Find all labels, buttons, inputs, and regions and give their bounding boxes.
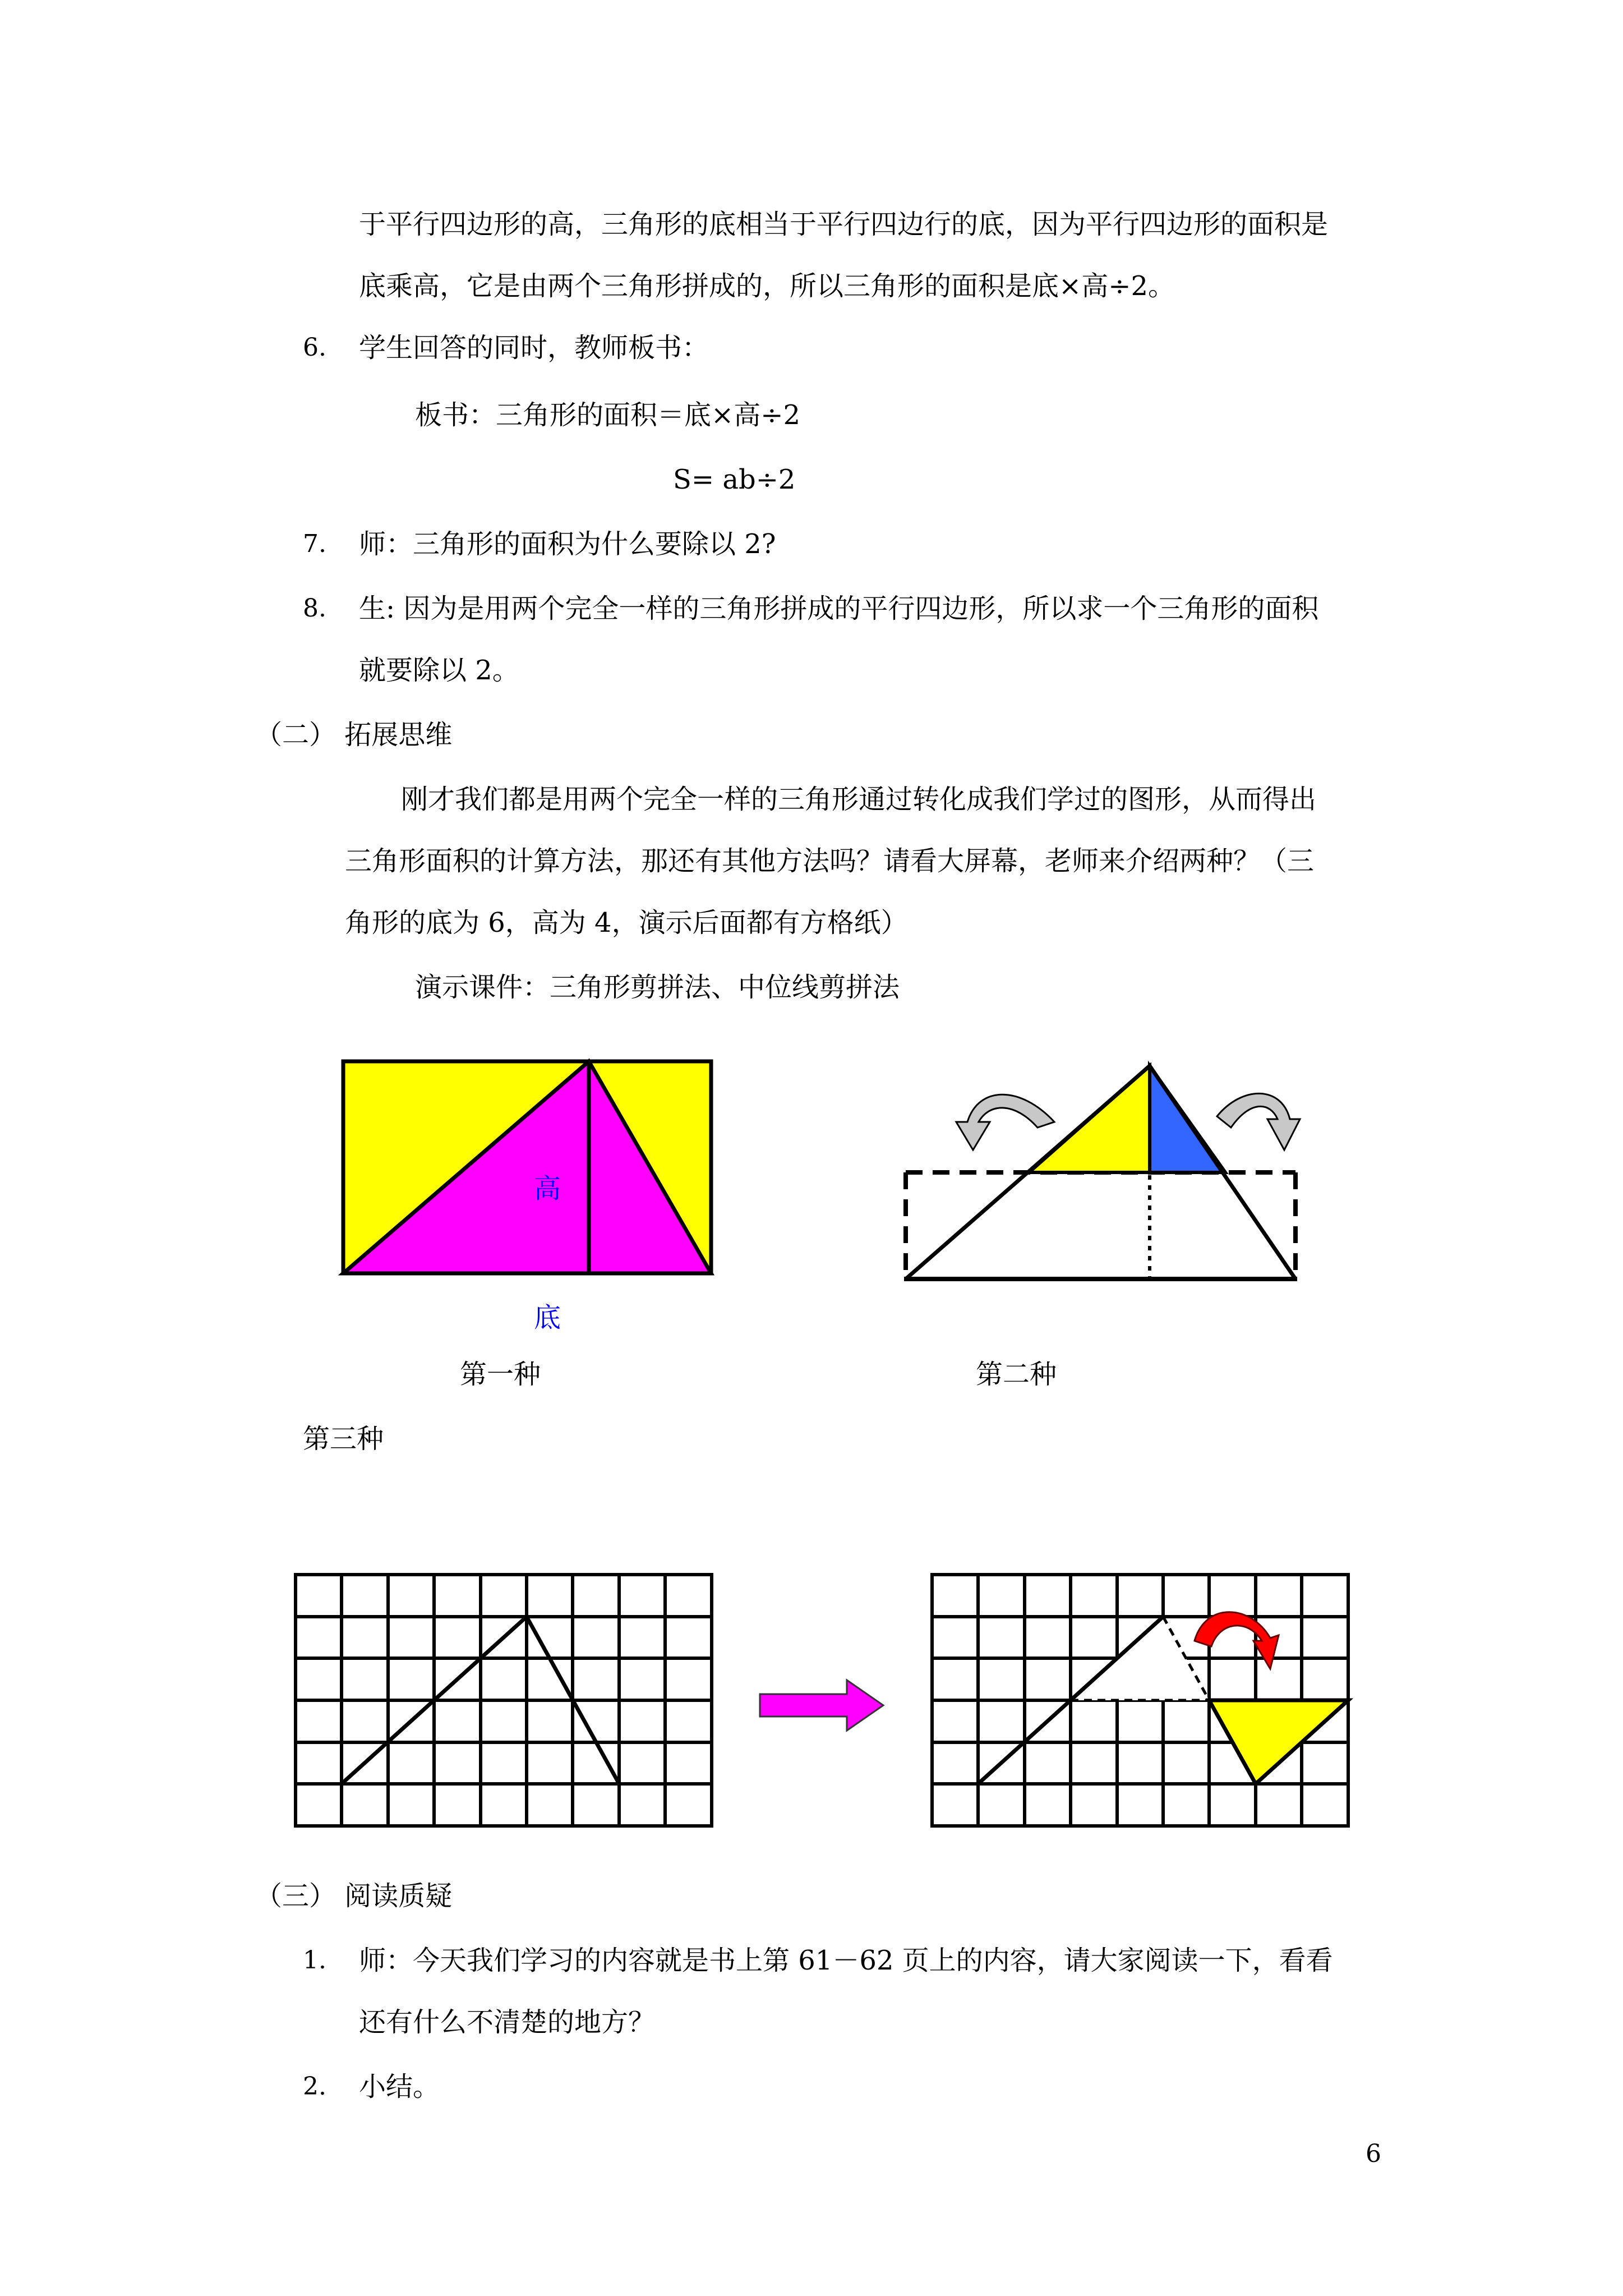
figure-3-left-grid <box>292 1571 718 1834</box>
list-number: 7. <box>303 530 326 558</box>
list-number: 1. <box>303 1946 326 1975</box>
caption-2: 第二种 <box>976 1359 1057 1390</box>
text-line: 于平行四边形的高，三角形的底相当于平行四边行的底，因为平行四边形的面积是 <box>359 209 1329 240</box>
magenta-arrow-icon <box>754 1674 889 1736</box>
left-curved-arrow <box>956 1094 1054 1150</box>
text-line: 学生回答的同时，教师板书： <box>359 332 709 364</box>
list-number: 6. <box>303 333 326 362</box>
height-label: 高 <box>534 1173 561 1204</box>
figure-3-right-grid <box>928 1571 1354 1834</box>
text-line: 刚才我们都是用两个完全一样的三角形通过转化成我们学过的图形，从而得出 <box>401 784 1317 815</box>
figure-1-rectangle-triangle <box>336 1055 718 1290</box>
grid-lines <box>296 1575 712 1826</box>
caption-3: 第三种 <box>303 1423 384 1455</box>
text-line: 师：三角形的面积为什么要除以 2? <box>359 528 776 560</box>
text-line: 演示课件：三角形剪拼法、中位线剪拼法 <box>415 972 900 1003</box>
text-line: 三角形面积的计算方法，那还有其他方法吗？请看大屏幕，老师来介绍两种？（三 <box>345 845 1315 877</box>
text-line: 小结。 <box>359 2071 440 2102</box>
text-line: 师：今天我们学习的内容就是书上第 61－62 页上的内容，请大家阅读一下，看看 <box>359 1945 1333 1976</box>
formula: S= ab÷2 <box>673 464 796 495</box>
figure-2-midline-cut <box>880 1055 1318 1290</box>
text-line: 就要除以 2。 <box>359 655 519 686</box>
board-writing: 板书：三角形的面积＝底×高÷2 <box>415 399 800 431</box>
list-number: 8. <box>303 594 326 623</box>
right-curved-arrow <box>1217 1093 1300 1150</box>
list-number: 2. <box>303 2072 326 2101</box>
text-line: 角形的底为 6，高为 4，演示后面都有方格纸） <box>345 907 908 938</box>
section-heading: （二） 拓展思维 <box>255 719 453 751</box>
page-number: 6 <box>1366 2139 1381 2168</box>
caption-1: 第一种 <box>460 1359 541 1390</box>
text-line: 生: 因为是用两个完全一样的三角形拼成的平行四边形，所以求一个三角形的面积 <box>359 593 1319 624</box>
red-curved-arrow-icon <box>1195 1612 1279 1669</box>
text-line: 还有什么不清楚的地方？ <box>359 2007 656 2038</box>
base-label: 底 <box>534 1302 561 1333</box>
section-heading: （三） 阅读质疑 <box>255 1880 453 1912</box>
text-line: 底乘高，它是由两个三角形拼成的，所以三角形的面积是底×高÷2。 <box>359 270 1175 302</box>
